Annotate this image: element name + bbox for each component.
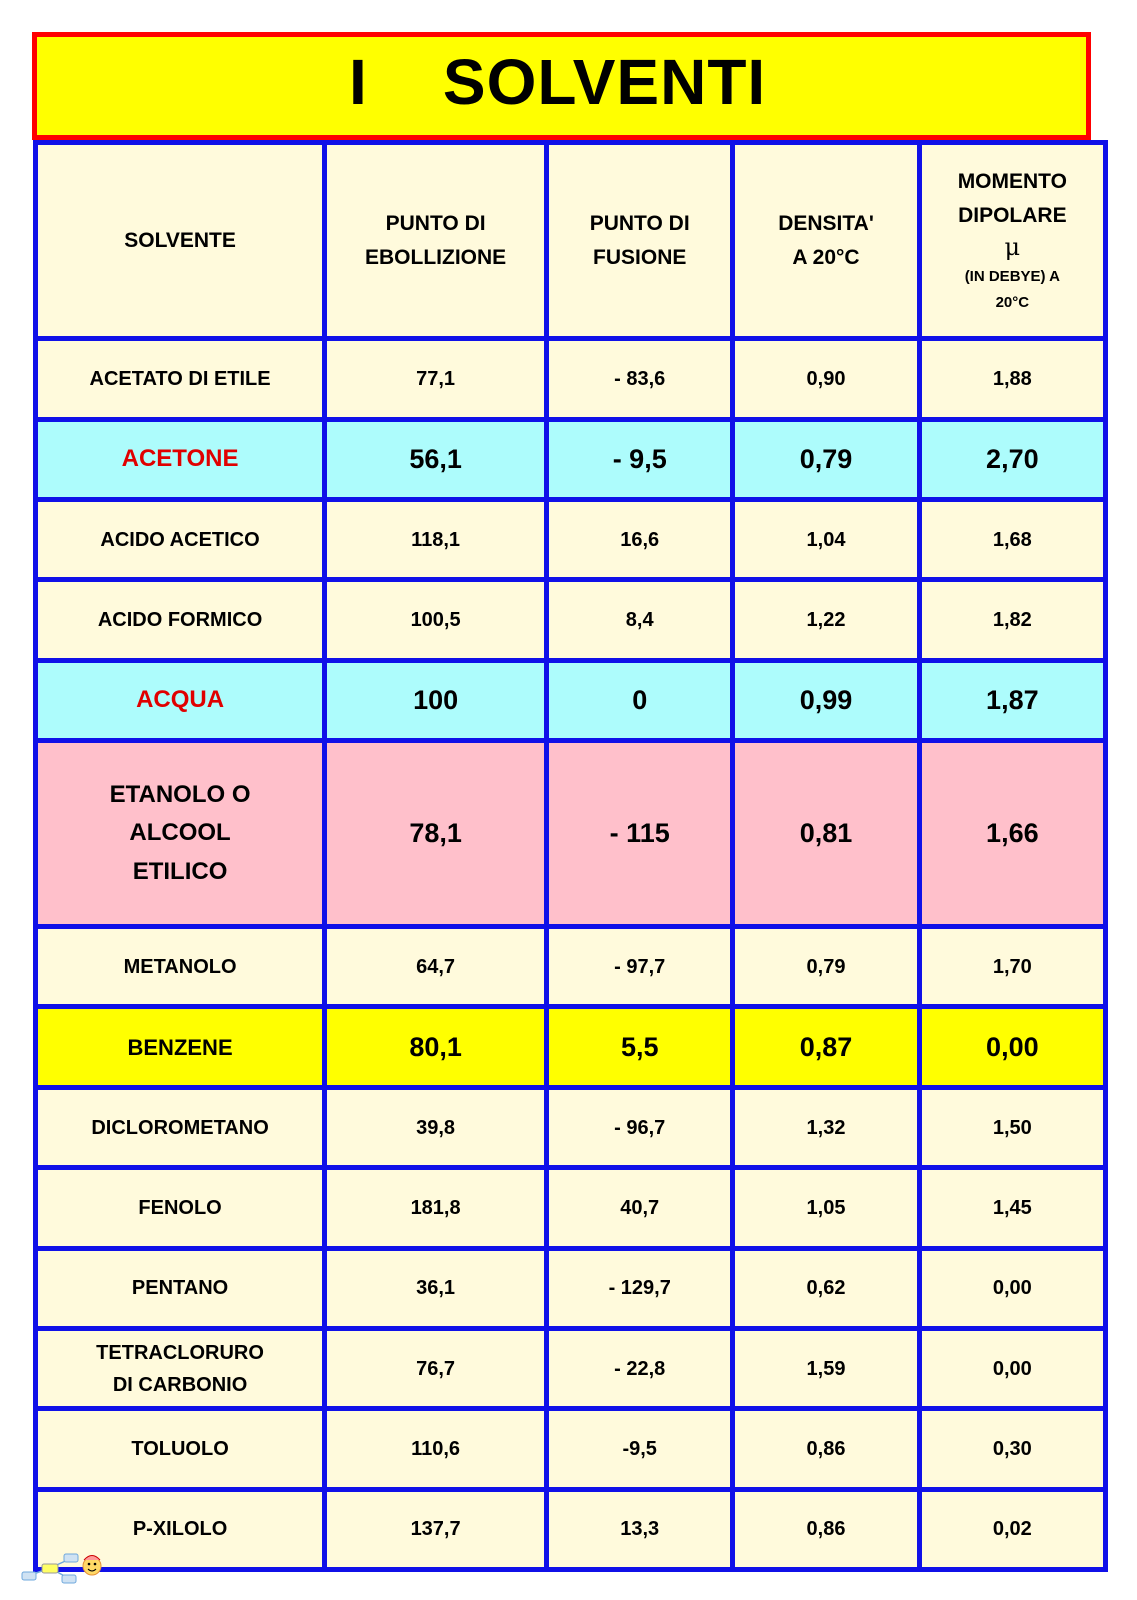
table-row (36, 339, 1106, 419)
solvent-name: DICLOROMETANO (36, 1087, 325, 1167)
dipole-moment: 0,02 (919, 1489, 1105, 1569)
table-row (36, 1409, 1106, 1489)
header-punto-fusione: PUNTO DI FUSIONE (547, 143, 733, 339)
header-momento-units: (IN DEBYE) A 20°C (964, 267, 1060, 311)
dipole-moment: 1,87 (919, 660, 1105, 740)
solvent-name: P-XILOLO (36, 1489, 325, 1569)
melting-point: - 9,5 (547, 419, 733, 499)
boiling-point: 110,6 (325, 1409, 547, 1489)
melting-point: -9,5 (547, 1409, 733, 1489)
density: 0,79 (733, 927, 919, 1007)
melting-point: - 96,7 (547, 1087, 733, 1167)
boiling-point: 181,8 (325, 1168, 547, 1248)
table-row (36, 580, 1106, 660)
header-momento-dipolare (919, 143, 1105, 339)
solvent-name: ACQUA (36, 660, 325, 740)
dipole-moment: 1,66 (919, 741, 1105, 927)
boiling-point: 78,1 (325, 741, 547, 927)
table-row (36, 1248, 1106, 1328)
melting-point: - 83,6 (547, 339, 733, 419)
dipole-moment: 0,00 (919, 1007, 1105, 1087)
boiling-point: 80,1 (325, 1007, 547, 1087)
solvent-name: TOLUOLO (36, 1409, 325, 1489)
page-title: I SOLVENTI (349, 46, 767, 118)
dipole-moment: 1,45 (919, 1168, 1105, 1248)
table-row (36, 1087, 1106, 1167)
boiling-point: 39,8 (325, 1087, 547, 1167)
melting-point: 13,3 (547, 1489, 733, 1569)
density: 0,62 (733, 1248, 919, 1328)
dipole-moment: 1,68 (919, 499, 1105, 579)
boiling-point: 100,5 (325, 580, 547, 660)
melting-point: 40,7 (547, 1168, 733, 1248)
melting-point: - 115 (547, 741, 733, 927)
title-banner (32, 32, 1091, 140)
dipole-moment: 0,00 (919, 1248, 1105, 1328)
table-row (36, 499, 1106, 579)
solvent-name: FENOLO (36, 1168, 325, 1248)
solvent-name: METANOLO (36, 927, 325, 1007)
density: 1,59 (733, 1328, 919, 1408)
boiling-point: 76,7 (325, 1328, 547, 1408)
dipole-moment: 0,30 (919, 1409, 1105, 1489)
solvents-table (33, 140, 1108, 1572)
density: 0,79 (733, 419, 919, 499)
melting-point: - 97,7 (547, 927, 733, 1007)
density: 0,99 (733, 660, 919, 740)
table-row (36, 1328, 1106, 1408)
density: 0,86 (733, 1409, 919, 1489)
table-row (36, 1489, 1106, 1569)
solvent-name: ETANOLO O ALCOOL ETILICO (36, 741, 325, 927)
mind-map-logo-icon (20, 1548, 106, 1588)
solvent-name: TETRACLORURO DI CARBONIO (36, 1328, 325, 1408)
solvent-name: BENZENE (36, 1007, 325, 1087)
dipole-moment: 2,70 (919, 419, 1105, 499)
solvent-name: ACIDO ACETICO (36, 499, 325, 579)
melting-point: - 129,7 (547, 1248, 733, 1328)
density: 0,86 (733, 1489, 919, 1569)
boiling-point: 56,1 (325, 419, 547, 499)
dipole-moment: 1,50 (919, 1087, 1105, 1167)
density: 1,32 (733, 1087, 919, 1167)
mu-symbol: μ (1004, 233, 1021, 262)
header-momento-label: MOMENTO DIPOLARE (957, 170, 1067, 227)
table-row (36, 1007, 1106, 1087)
solvent-name: ACIDO FORMICO (36, 580, 325, 660)
boiling-point: 64,7 (325, 927, 547, 1007)
dipole-moment: 1,70 (919, 927, 1105, 1007)
boiling-point: 77,1 (325, 339, 547, 419)
density: 0,90 (733, 339, 919, 419)
density: 1,22 (733, 580, 919, 660)
solvent-name: PENTANO (36, 1248, 325, 1328)
dipole-moment: 0,00 (919, 1328, 1105, 1408)
melting-point: 16,6 (547, 499, 733, 579)
density: 1,04 (733, 499, 919, 579)
table-row (36, 419, 1106, 499)
boiling-point: 137,7 (325, 1489, 547, 1569)
dipole-moment: 1,88 (919, 339, 1105, 419)
table-row (36, 1168, 1106, 1248)
melting-point: 8,4 (547, 580, 733, 660)
boiling-point: 118,1 (325, 499, 547, 579)
solvent-name: ACETONE (36, 419, 325, 499)
density: 1,05 (733, 1168, 919, 1248)
boiling-point: 100 (325, 660, 547, 740)
header-solvente: SOLVENTE (36, 143, 325, 339)
header-punto-ebollizione: PUNTO DI EBOLLIZIONE (325, 143, 547, 339)
table-row (36, 741, 1106, 927)
header-densita: DENSITA' A 20°C (733, 143, 919, 339)
melting-point: - 22,8 (547, 1328, 733, 1408)
dipole-moment: 1,82 (919, 580, 1105, 660)
boiling-point: 36,1 (325, 1248, 547, 1328)
density: 0,81 (733, 741, 919, 927)
table-row (36, 927, 1106, 1007)
table-header-row (36, 143, 1106, 339)
melting-point: 5,5 (547, 1007, 733, 1087)
density: 0,87 (733, 1007, 919, 1087)
melting-point: 0 (547, 660, 733, 740)
table-row (36, 660, 1106, 740)
solvent-name: ACETATO DI ETILE (36, 339, 325, 419)
